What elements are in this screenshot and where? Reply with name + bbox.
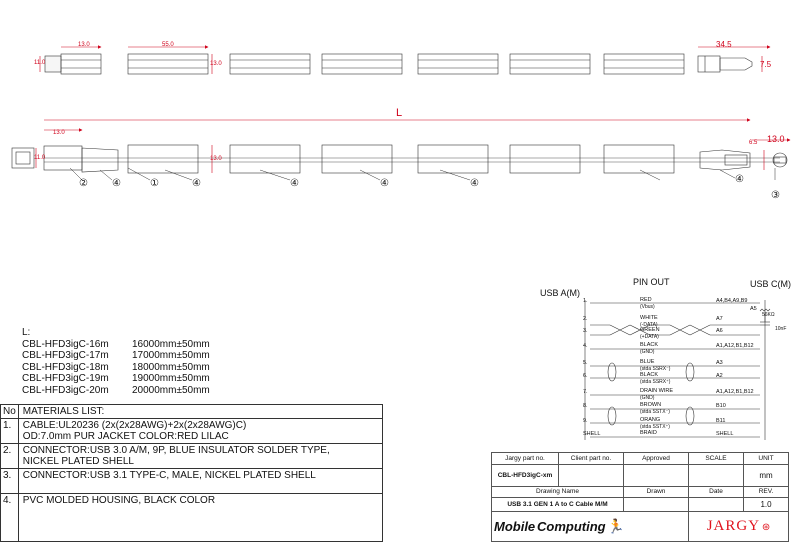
pin-a-label: 5. [583, 360, 588, 366]
materials-desc [18, 494, 382, 542]
pin-signal: (-DATA) [640, 322, 658, 328]
pin-a-label: 7. [583, 389, 588, 395]
materials-no: 1. [1, 419, 19, 444]
materials-no: 2. [1, 444, 19, 469]
length-row [22, 350, 210, 362]
pin-a-label: 4. [583, 343, 588, 349]
length-list [22, 327, 210, 396]
pinout-right-header: USB C(M) [750, 279, 791, 289]
length-part: CBL-HFD3igC-20m [22, 384, 109, 396]
callout-4: ④ [112, 178, 121, 189]
tb-unit-value: mm [744, 464, 789, 486]
tb-unit-label: UNIT [744, 453, 789, 465]
tb-rev-label: REV. [744, 486, 789, 498]
dim-plug-c-height: 7.5 [760, 60, 772, 69]
pin-a-label: SHELL [583, 431, 601, 437]
pin-wire-color: DRAIN WIRE [640, 388, 673, 394]
pin-signal: (GND) [640, 349, 655, 355]
callout-1: ① [150, 178, 159, 189]
dim-overall-length: L [396, 107, 403, 119]
length-part: CBL-HFD3igC-18m [22, 361, 109, 373]
pin-wire-color: RED [640, 297, 652, 303]
tb-jargy-part-label: Jargy part no. [492, 453, 559, 465]
tb-drawing-name-value: USB 3.1 GEN 1 A to C Cable M/M [492, 498, 624, 512]
dim-plug-a-width: 13.0 [78, 42, 90, 48]
pinout-cap-value: 10nF [775, 326, 787, 332]
length-value: 19000mm±50mm [132, 373, 210, 384]
brand-computing-text: Computing [536, 519, 606, 534]
materials-table [0, 404, 383, 542]
materials-line: CABLE:UL20236 (2x(2x28AWG)+2x(2x28AWG)C) [22, 420, 247, 431]
materials-desc [18, 469, 382, 494]
pinout-resistor-a5: A5 [750, 306, 757, 312]
tb-client-part-value [559, 464, 624, 486]
materials-row [1, 494, 383, 542]
title-block [491, 452, 789, 542]
pin-wire-color: ORANG [640, 417, 661, 423]
pin-a-label: 3. [583, 328, 588, 334]
pin-wire-color: BLACK [640, 372, 659, 378]
top-plug-a [45, 54, 101, 74]
dim-side-c-height: 6.5 [749, 140, 758, 146]
tb-drawn-label: Drawn [624, 486, 689, 498]
pin-signal: (stda SSRX⁺) [640, 379, 671, 385]
callout-4: ④ [470, 178, 479, 189]
callout-4: ④ [735, 174, 744, 185]
tb-drawn-value [624, 498, 689, 512]
pin-wire-color: WHITE [640, 315, 658, 321]
length-part: CBL-HFD3igC-19m [22, 373, 109, 384]
length-value: 17000mm±50mm [132, 350, 210, 361]
brand-jargy [689, 512, 789, 542]
callout-2: ② [79, 178, 88, 189]
pin-wire-color: GREEN [640, 327, 660, 333]
brand-mobile-computing [492, 512, 689, 542]
pin-signal: (stda SSTX⁺) [640, 424, 670, 430]
brand-mobile-text: Mobile [494, 519, 536, 534]
pin-c-label: A6 [716, 328, 723, 334]
pin-a-label: 9. [583, 418, 588, 424]
pin-signal: (GND) [640, 395, 655, 401]
pin-c-label: A3 [716, 360, 723, 366]
materials-line: CONNECTOR:USB 3.0 A/M, 9P, BLUE INSULATOR SOLDER TYPE, [22, 445, 330, 456]
materials-col-no: No [1, 405, 19, 419]
tb-drawing-name-label: Drawing Name [492, 486, 624, 498]
materials-desc [18, 419, 382, 444]
pin-signal: (stda SSRX⁻) [640, 366, 671, 372]
pin-c-label: B10 [716, 403, 726, 409]
callout-4: ④ [192, 178, 201, 189]
pin-c-label: A4,B4,A9,B9 [716, 298, 748, 304]
tb-client-part-label: Client part no. [559, 453, 624, 465]
length-value: 18000mm±50mm [132, 361, 210, 373]
length-value: 16000mm±50mm [132, 338, 210, 350]
tb-rev-value: 1.0 [744, 498, 789, 512]
tb-date-value [689, 498, 744, 512]
callout-4: ④ [290, 178, 299, 189]
pin-c-label: A1,A12,B1,B12 [716, 389, 754, 395]
pinout-left-header: USB A(M) [540, 288, 581, 298]
pin-c-label: A2 [716, 373, 723, 379]
runner-icon: 🏃 [607, 518, 625, 534]
materials-header [1, 405, 383, 419]
materials-no: 3. [1, 469, 19, 494]
materials-line: PVC MOLDED HOUSING, BLACK COLOR [22, 495, 216, 506]
pin-signal: (Vbus) [640, 304, 655, 310]
jargy-logo-icon: ⊛ [761, 522, 771, 533]
pin-c-label: A1,A12,B1,B12 [716, 343, 754, 349]
materials-row [1, 469, 383, 494]
dim-segment-width: 55.0 [162, 42, 174, 48]
tb-approved-label: Approved [624, 453, 689, 465]
dim-side-a-height: 11.0 [34, 155, 46, 161]
pin-c-label: A7 [716, 316, 723, 322]
length-part: CBL-HFD3igC-17m [22, 350, 109, 361]
length-row [22, 339, 210, 351]
pin-c-label: B11 [716, 418, 726, 424]
top-plug-c [698, 56, 752, 72]
pin-a-label: 1. [583, 298, 588, 304]
pin-signal: (stda SSTX⁻) [640, 409, 670, 415]
tb-date-label: Date [689, 486, 744, 498]
tb-scale-label: SCALE [689, 453, 744, 465]
pin-signal: (+DATA) [640, 334, 659, 340]
length-value: 20000mm±50mm [132, 384, 210, 396]
pin-wire-color: BLACK [640, 342, 659, 348]
materials-no: 4. [1, 494, 19, 542]
length-part: CBL-HFD3igC-16m [22, 338, 109, 350]
tb-scale-value [689, 464, 744, 486]
materials-col-title: MATERIALS LIST: [18, 405, 382, 419]
pin-c-label: SHELL [716, 431, 734, 437]
pin-wire-color: BROWN [640, 402, 662, 408]
tb-approved-value [624, 464, 689, 486]
materials-line: OD:7.0mm PUR JACKET COLOR:RED LILAC [22, 431, 229, 442]
length-row [22, 385, 210, 397]
materials-line: NICKEL PLATED SHELL [22, 456, 134, 467]
callout-4: ④ [380, 178, 389, 189]
dim-plug-a-height: 11.0 [34, 60, 46, 66]
brand-jargy-text: JARGY [706, 518, 761, 534]
materials-line: CONNECTOR:USB 3.1 TYPE-C, MALE, NICKEL PLATED SHELL [22, 470, 316, 481]
length-heading: L: [22, 327, 31, 338]
pinout-title: PIN OUT [633, 277, 670, 287]
side-plug-c [700, 150, 787, 170]
length-row [22, 373, 210, 385]
pin-wire-color: BRAID [640, 430, 657, 436]
pin-a-label: 8. [583, 403, 588, 409]
tb-jargy-part-value: CBL-HFD3igC-xm [492, 464, 559, 486]
dim-side-seg-height: 13.0 [210, 156, 222, 162]
materials-row [1, 419, 383, 444]
dim-plug-c-width: 34.5 [716, 40, 732, 49]
pin-a-label: 2. [583, 316, 588, 322]
dim-segment-height: 13.0 [210, 61, 222, 67]
pin-a-label: 6. [583, 373, 588, 379]
materials-desc [18, 444, 382, 469]
materials-row [1, 444, 383, 469]
length-row [22, 362, 210, 374]
pinout-resistor-value: 56KΩ [762, 312, 775, 318]
pin-wire-color: BLUE [640, 359, 655, 365]
dim-side-a-width: 13.0 [53, 130, 65, 136]
side-plug-a [12, 146, 118, 172]
dim-side-c-width: 13.0 [767, 134, 785, 144]
callout-3: ③ [771, 190, 780, 201]
